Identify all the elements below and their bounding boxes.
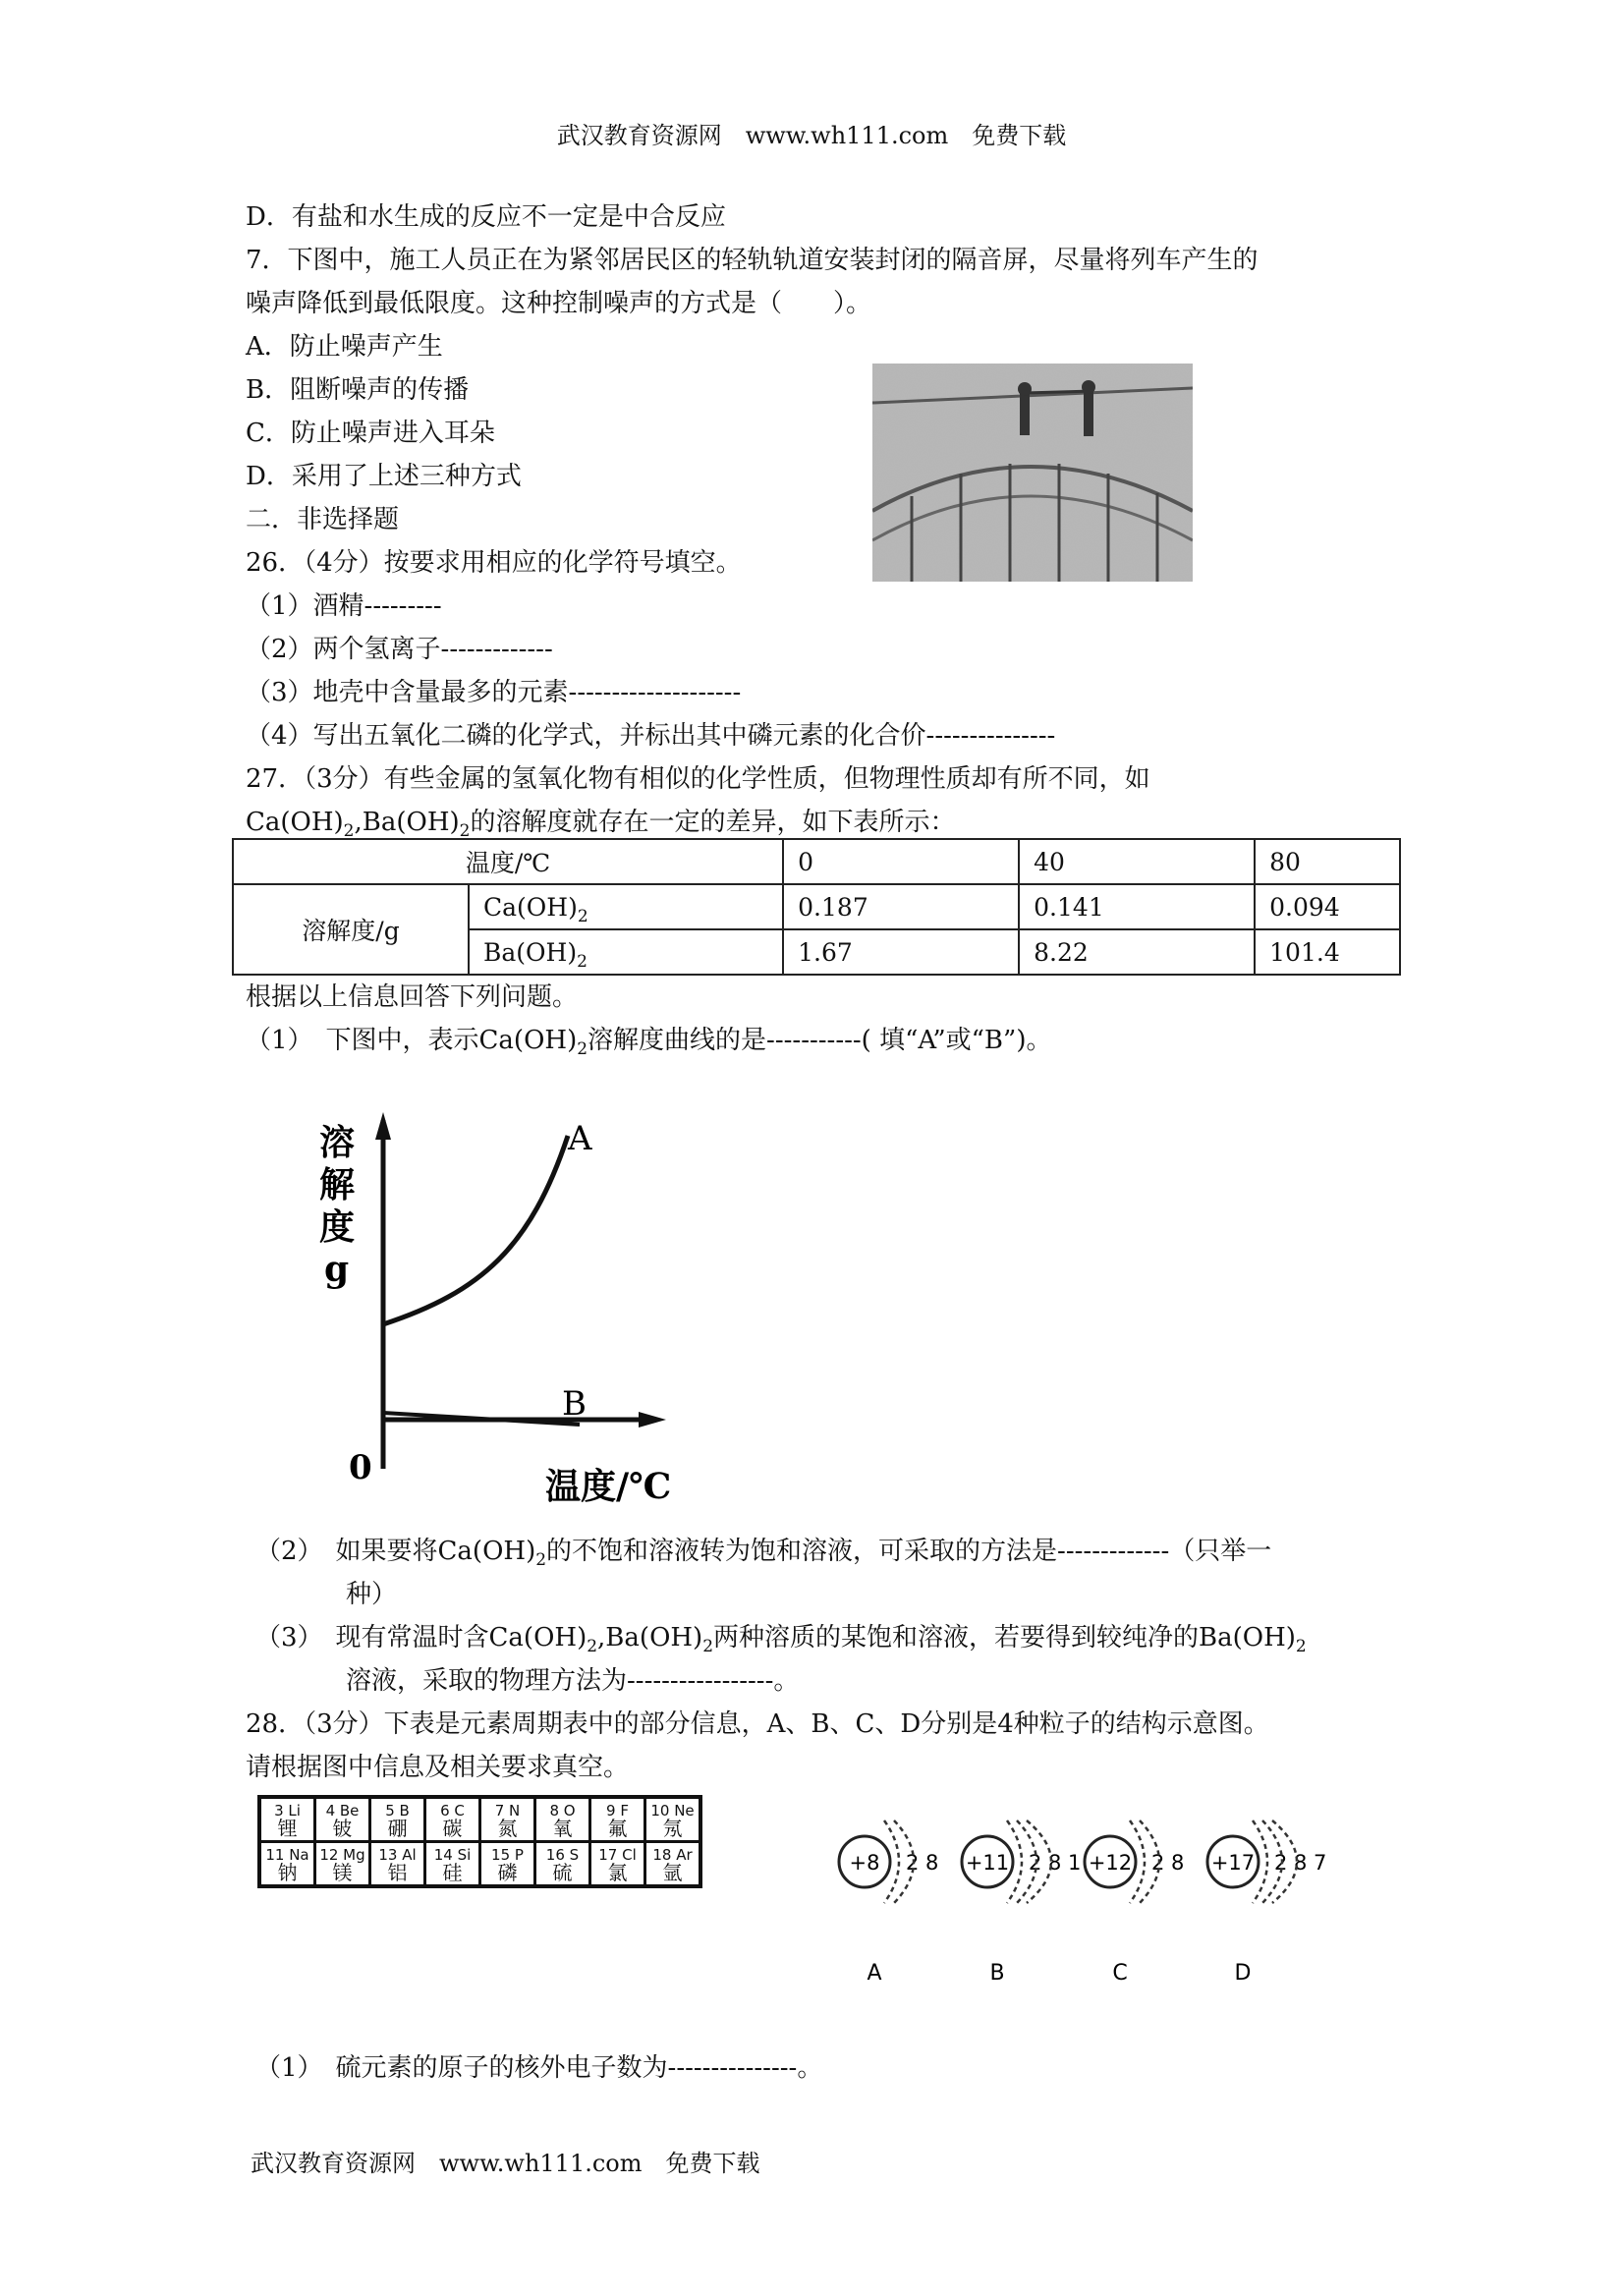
element-cell: 8 O 氧 [535, 1797, 590, 1842]
question-27-stem: 27．（3分）有些金属的氢氧化物有相似的化学性质，但物理性质却有所不同，如 [246, 764, 1150, 794]
shell-electron-count: 2 [906, 1851, 920, 1875]
q27-item-1: （1） 下图中，表示$Ca(OH)_2$溶解度曲线的是-----------( 填“A”或“B”)。 [246, 1026, 1052, 1059]
ba-value: 8.22 [1019, 929, 1255, 975]
q26-item-4: （4）写出五氧化二磷的化学式，并标出其中磷元素的化合价--------------- [246, 721, 1056, 751]
element-cell: 14 Si 硅 [425, 1842, 480, 1887]
question-7-stem: 7．下图中，施工人员正在为紧邻居民区的轻轨轨道安装封闭的隔音屏，尽量将列车产生的 [246, 246, 1259, 275]
ylabel-char: 解 [319, 1164, 356, 1205]
element-cell: 7 N 氮 [480, 1797, 535, 1842]
line-option-6d: D．有盐和水生成的反应不一定是中合反应 [246, 202, 726, 232]
question-28-stem: 28．（3分）下表是元素周期表中的部分信息，A、B、C、D分别是4种粒子的结构示意图。 [246, 1709, 1269, 1739]
ca-value: 0.141 [1019, 884, 1255, 929]
table-row [259, 1842, 700, 1887]
element-cell: 6 C 碳 [425, 1797, 480, 1842]
ylabel-char: 度 [319, 1206, 356, 1248]
shell-electron-count: 8 [925, 1851, 939, 1875]
shell-electron-count: 2 [1274, 1851, 1288, 1875]
element-cell: 17 Cl 氯 [590, 1842, 645, 1887]
table-row [233, 839, 1400, 884]
q26-item-3: （3）地壳中含量最多的元素-------------------- [246, 678, 742, 707]
shell-electron-count: 8 [1294, 1851, 1308, 1875]
option-7d: D．采用了上述三种方式 [246, 462, 522, 491]
noise-barrier-photo [872, 364, 1193, 582]
ylabel-char: 溶 [319, 1122, 356, 1163]
particle-diagram-c [1085, 1820, 1184, 1986]
question-7-stem-cont: 噪声降低到最低限度。这种控制噪声的方式是（ ）。 [246, 289, 872, 318]
element-cell: 10 Ne 氖 [645, 1797, 701, 1842]
nucleus-charge: +11 [965, 1851, 1010, 1875]
temp-40: 40 [1019, 839, 1255, 884]
element-cell: 4 Be 铍 [315, 1797, 370, 1842]
curve-a [383, 1136, 568, 1324]
shell-electron-count: 2 [1029, 1851, 1042, 1875]
q27-item-3: （3） 现有常温时含$Ca(OH)_2,Ba(OH)_2$两种溶质的某饱和溶液，若要得到较纯净的$Ba(OH)_2$ [255, 1623, 1307, 1656]
row-label: 溶解度/g [233, 884, 469, 975]
periodic-table-excerpt [257, 1795, 702, 1888]
particle-label: C [1112, 1961, 1128, 1986]
element-cell: 18 Ar 氩 [645, 1842, 701, 1887]
option-7c: C．防止噪声进入耳朵 [246, 419, 495, 448]
section-heading: 二．非选择题 [246, 505, 400, 534]
instruction-line: 根据以上信息回答下列问题。 [246, 982, 579, 1012]
question-27-stem-cont: $Ca(OH)_2,Ba(OH)_2$的溶解度就存在一定的差异，如下表所示： [246, 808, 956, 841]
particle-diagram-a [839, 1820, 938, 1986]
q26-item-2: （2）两个氢离子------------- [246, 635, 553, 664]
ca-value: 0.094 [1255, 884, 1400, 929]
particle-diagram-b [962, 1820, 1081, 1986]
shell-electron-count: 8 [1171, 1851, 1185, 1875]
ylabel-char: g [324, 1249, 350, 1290]
q27-item-2-cont: 种） [346, 1580, 398, 1609]
ba-value: 101.4 [1255, 929, 1400, 975]
page-header: 武汉教育资源网 www.wh111.com 免费下载 [556, 122, 1067, 149]
q27-item-3-cont: 溶液，采取的物理方法为-----------------。 [346, 1666, 800, 1696]
shell-electron-count: 1 [1068, 1851, 1082, 1875]
q27-item-2: （2） 如果要将$Ca(OH)_2$的不饱和溶液转为饱和溶液，可采取的方法是-------------（只举一 [255, 1537, 1272, 1570]
solubility-curve-graph [305, 1100, 717, 1513]
particle-label: B [989, 1961, 1005, 1986]
element-cell: 9 F 氟 [590, 1797, 645, 1842]
question-26-stem: 26．（4分）按要求用相应的化学符号填空。 [246, 548, 742, 578]
particle-label: D [1234, 1961, 1252, 1986]
table-row [259, 1797, 700, 1842]
q28-item-1: （1） 硫元素的原子的核外电子数为---------------。 [255, 2053, 823, 2083]
nucleus-charge: +12 [1088, 1851, 1133, 1875]
ba-label: $Ba(OH)_2$ [469, 929, 783, 975]
element-cell: 11 Na 钠 [259, 1842, 315, 1887]
particle-label: A [867, 1961, 882, 1986]
question-28-stem-cont: 请根据图中信息及相关要求真空。 [246, 1753, 630, 1782]
element-cell: 3 Li 锂 [259, 1797, 315, 1842]
ca-label: $Ca(OH)_2$ [469, 884, 783, 929]
xlabel: 温度/℃ [545, 1466, 672, 1507]
shell-electron-count: 2 [1151, 1851, 1165, 1875]
q26-item-1: （1）酒精--------- [246, 591, 442, 621]
element-cell: 16 S 硫 [535, 1842, 590, 1887]
element-cell: 12 Mg 镁 [315, 1842, 370, 1887]
curve-a-label: A [568, 1119, 592, 1158]
solubility-table [232, 838, 1401, 976]
nucleus-charge: +8 [849, 1851, 880, 1875]
element-cell: 13 Al 铝 [370, 1842, 425, 1887]
table-row [233, 884, 1400, 929]
temp-header: 温度/℃ [233, 839, 783, 884]
shell-electron-count: 7 [1314, 1851, 1327, 1875]
particle-diagram-d [1207, 1820, 1326, 1986]
option-7a: A．防止噪声产生 [246, 332, 443, 362]
curve-b-label: B [562, 1384, 587, 1424]
ca-value: 0.187 [783, 884, 1019, 929]
origin-label: 0 [349, 1448, 372, 1487]
ba-value: 1.67 [783, 929, 1019, 975]
element-cell: 5 B 硼 [370, 1797, 425, 1842]
page-footer: 武汉教育资源网 www.wh111.com 免费下载 [251, 2150, 760, 2177]
shell-electron-count: 8 [1048, 1851, 1062, 1875]
temp-0: 0 [783, 839, 1019, 884]
temp-80: 80 [1255, 839, 1400, 884]
element-cell: 15 P 磷 [480, 1842, 535, 1887]
particle-structure-diagrams [825, 1783, 1336, 2009]
option-7b: B．阻断噪声的传播 [246, 375, 470, 405]
nucleus-charge: +17 [1210, 1851, 1256, 1875]
